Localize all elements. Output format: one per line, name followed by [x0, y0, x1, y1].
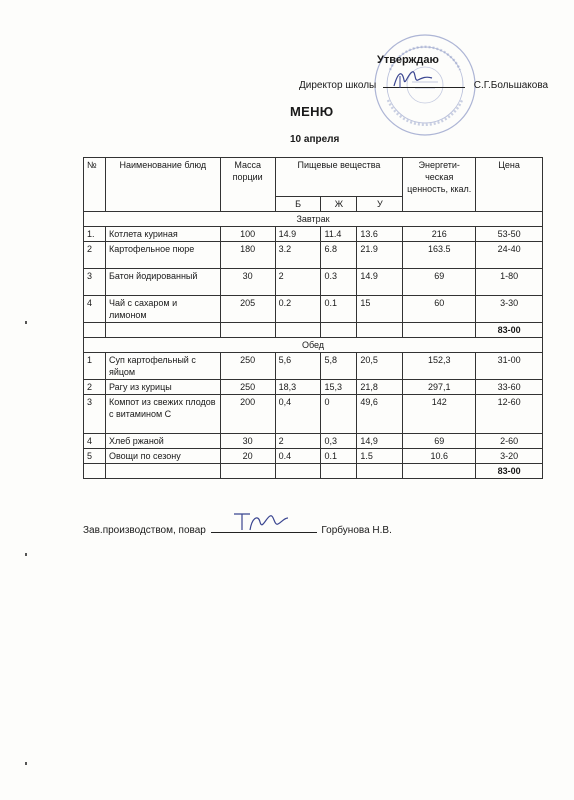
cell-mass: 200 — [220, 395, 275, 434]
director-signature — [388, 66, 438, 92]
table-row — [84, 395, 543, 434]
scan-mark — [25, 762, 27, 765]
cell-name: Рагу из курицы — [105, 380, 220, 395]
table-row — [84, 227, 543, 242]
cell-name: Суп картофельный с яйцом — [105, 353, 220, 380]
section-row — [84, 338, 543, 353]
cell-u: 13.6 — [357, 227, 403, 242]
cell-b: 3.2 — [275, 242, 321, 269]
cell-num: 4 — [84, 296, 106, 323]
total-empty-cell — [105, 464, 220, 479]
page-title: МЕНЮ — [290, 104, 334, 119]
cell-price: 24-40 — [476, 242, 543, 269]
cell-b: 14.9 — [275, 227, 321, 242]
table-row — [84, 434, 543, 449]
cell-mass: 250 — [220, 353, 275, 380]
cell-b: 0.4 — [275, 449, 321, 464]
cell-num: 3 — [84, 269, 106, 296]
director-label: Директор школы — [299, 80, 377, 91]
cell-price: 33-60 — [476, 380, 543, 395]
header-num: № — [84, 158, 106, 212]
scan-mark — [25, 321, 27, 324]
cell-price: 12-60 — [476, 395, 543, 434]
cell-zh: 0 — [321, 395, 357, 434]
table-row — [84, 242, 543, 269]
cell-zh: 11.4 — [321, 227, 357, 242]
cell-energy: 216 — [403, 227, 476, 242]
cell-u: 14.9 — [357, 269, 403, 296]
cell-zh: 5,8 — [321, 353, 357, 380]
section-total: 83-00 — [476, 464, 543, 479]
cell-zh: 15,3 — [321, 380, 357, 395]
total-empty-cell — [275, 464, 321, 479]
table-row — [84, 353, 543, 380]
cell-b: 2 — [275, 434, 321, 449]
cell-name: Батон йодированный — [105, 269, 220, 296]
total-empty-cell — [220, 323, 275, 338]
table-row — [84, 296, 543, 323]
cell-price: 2-60 — [476, 434, 543, 449]
cell-mass: 30 — [220, 269, 275, 296]
total-row — [84, 464, 543, 479]
cell-u: 49,6 — [357, 395, 403, 434]
cell-b: 18,3 — [275, 380, 321, 395]
header-energy: Энергети-ческая ценность, ккал. — [403, 158, 476, 212]
cell-energy: 142 — [403, 395, 476, 434]
cell-price: 3-20 — [476, 449, 543, 464]
cell-num: 2 — [84, 242, 106, 269]
total-empty-cell — [403, 323, 476, 338]
table-header-row — [84, 158, 543, 197]
cell-num: 4 — [84, 434, 106, 449]
cell-zh: 0.1 — [321, 449, 357, 464]
cell-mass: 30 — [220, 434, 275, 449]
total-row — [84, 323, 543, 338]
cell-num: 2 — [84, 380, 106, 395]
section-total: 83-00 — [476, 323, 543, 338]
cell-u: 21,8 — [357, 380, 403, 395]
header-name: Наименование блюд — [105, 158, 220, 212]
approve-label: Утверждаю — [377, 54, 439, 66]
footer-label: Зав.производством, повар — [83, 525, 206, 536]
total-empty-cell — [84, 323, 106, 338]
cell-name: Овощи по сезону — [105, 449, 220, 464]
section-title: Обед — [84, 338, 543, 353]
cell-u: 14,9 — [357, 434, 403, 449]
cell-u: 21.9 — [357, 242, 403, 269]
footer-name: Горбунова Н.В. — [321, 525, 392, 536]
header-mass: Масса порции — [220, 158, 275, 212]
cell-mass: 20 — [220, 449, 275, 464]
cell-energy: 297,1 — [403, 380, 476, 395]
cell-num: 5 — [84, 449, 106, 464]
cell-zh: 0,3 — [321, 434, 357, 449]
cell-num: 3 — [84, 395, 106, 434]
cell-name: Котлета куриная — [105, 227, 220, 242]
cell-energy: 69 — [403, 434, 476, 449]
cell-energy: 69 — [403, 269, 476, 296]
cell-mass: 100 — [220, 227, 275, 242]
cell-zh: 0.3 — [321, 269, 357, 296]
cell-energy: 10.6 — [403, 449, 476, 464]
cell-zh: 0.1 — [321, 296, 357, 323]
cell-b: 0.2 — [275, 296, 321, 323]
cell-name: Чай с сахаром и лимоном — [105, 296, 220, 323]
menu-table — [83, 157, 543, 479]
header-u: У — [357, 197, 403, 212]
cell-price: 1-80 — [476, 269, 543, 296]
table-row — [84, 269, 543, 296]
cell-energy: 60 — [403, 296, 476, 323]
cell-energy: 163.5 — [403, 242, 476, 269]
cell-num: 1 — [84, 353, 106, 380]
total-empty-cell — [220, 464, 275, 479]
total-empty-cell — [84, 464, 106, 479]
cell-price: 31-00 — [476, 353, 543, 380]
cell-price: 3-30 — [476, 296, 543, 323]
total-empty-cell — [105, 323, 220, 338]
cell-price: 53-50 — [476, 227, 543, 242]
cell-num: 1. — [84, 227, 106, 242]
cell-energy: 152,3 — [403, 353, 476, 380]
cell-name: Картофельное пюре — [105, 242, 220, 269]
total-empty-cell — [357, 323, 403, 338]
director-name: С.Г.Большакова — [473, 80, 549, 91]
cell-b: 2 — [275, 269, 321, 296]
header-price: Цена — [476, 158, 543, 212]
table-row — [84, 380, 543, 395]
cell-mass: 205 — [220, 296, 275, 323]
cell-zh: 6.8 — [321, 242, 357, 269]
total-empty-cell — [321, 323, 357, 338]
total-empty-cell — [357, 464, 403, 479]
total-empty-cell — [403, 464, 476, 479]
header-zh: Ж — [321, 197, 357, 212]
header-b: Б — [275, 197, 321, 212]
cook-signature — [230, 508, 292, 534]
cell-u: 20,5 — [357, 353, 403, 380]
cell-mass: 180 — [220, 242, 275, 269]
cell-b: 5,6 — [275, 353, 321, 380]
scan-mark — [25, 553, 27, 556]
cell-mass: 250 — [220, 380, 275, 395]
total-empty-cell — [321, 464, 357, 479]
cell-u: 15 — [357, 296, 403, 323]
cell-u: 1.5 — [357, 449, 403, 464]
header-nutrients: Пищевые вещества — [275, 158, 403, 197]
menu-date: 10 апреля — [290, 134, 340, 145]
section-row — [84, 212, 543, 227]
cell-name: Компот из свежих плодов с витамином С — [105, 395, 220, 434]
total-empty-cell — [275, 323, 321, 338]
table-row — [84, 449, 543, 464]
cell-name: Хлеб ржаной — [105, 434, 220, 449]
section-title: Завтрак — [84, 212, 543, 227]
cell-b: 0,4 — [275, 395, 321, 434]
